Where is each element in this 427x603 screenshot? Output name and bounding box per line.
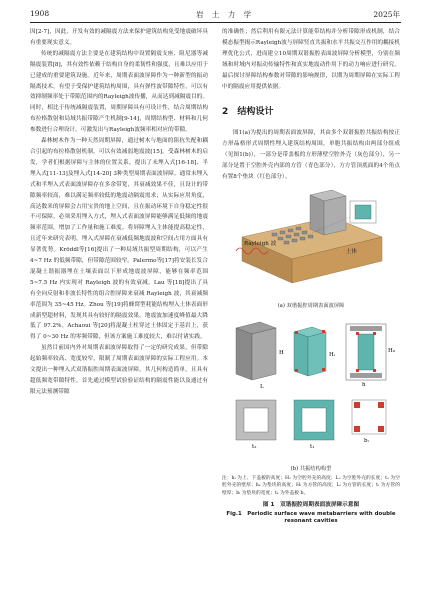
- figure-caption-en: Fig.1 Periodic surface wave metabarriers with double resonant cavities: [226, 510, 396, 525]
- page-header: [0, 0, 427, 22]
- rayleigh-label: Rayleigh 波: [244, 240, 277, 247]
- figure-1b-illustration: [222, 316, 400, 462]
- section-title: 2 结构设计: [222, 107, 274, 118]
- label-L: L: [260, 383, 264, 390]
- right-column: [222, 27, 400, 526]
- label-bi: bᵢ: [364, 437, 369, 444]
- label-to: t₂: [252, 443, 257, 450]
- paragraph: 因[2-7]，因此，开发有效的减隔震方法来保护建筑结构免受地震破坏具有重要现实意义。: [30, 29, 208, 46]
- soil-label: 土体: [346, 248, 358, 255]
- label-h: h: [362, 381, 366, 388]
- paragraph: 的准确性；然后利用有限元法计算能带结构并分析带隙形成机制，结合模态振型揭示Rayleigh波与屏障竖直共振和水平共振交互作用的耦接机理优化公式，进而建立10周期双谐振腔表面波屏障分析模型，分别在频域和时域内对振动传输特性和真实地震动作用下的动力响应进行研究。最后探讨屏障结构参数对带隙的影响规律，以期为周期屏障在实际工程中的隔震应用提供依据。: [222, 29, 400, 90]
- left-column: [30, 27, 208, 583]
- label-H: H: [279, 349, 284, 356]
- paragraph: 虽然目前国内外对周期表面波屏障取得了一定的研究成果，但带隙起始频率较高、宽度较窄，限制了周期表面波屏障的实际工程应用。本文提出一种埋入式双谐振腔周期表面波屏障，其几何构造简单，且具有超低频宽带隙特性。首先通过模型试验验证结构的隔震性能以及通过有限元法预测带隙: [30, 345, 208, 395]
- journal-year: 2025年: [373, 10, 400, 19]
- figure-caption-zh: 图 1 双谐振腔周期表面波屏障示意图: [262, 502, 360, 508]
- figure-1: [222, 187, 400, 526]
- paragraph: 森林树木作为一种天然周期屏障，通过树木与地面的阻抗失配和耦合引起的布拉格散射机制，可以有效减弱地震波[15]。受森林树木的启发，学者们根据屏障与主体的位置关系，提出了未埋入式[16-18]、半埋入式[11-13]及埋入式[14-20] 3种类型周期表面波屏障。通常未埋入式和半埋入式表面波屏障存在多余带宽，其衰减效果不佳，且设计的带隙频率较高，难以满足频率较低的地震动隔震需求；从实际应用角度，高达数米的屏障会占用宝贵的地上空间，且在振动环境下自身稳定性很不可保障。必须采用埋入方式，埋入式表面波屏障能够满足低频的地震频率范围，增加了工作量和施工难度。将屏障埋入主体能提高稳定性，且近年来研究表明，埋入式屏障在衰减低频地震波和空间占用方面具有显著优势。Kröddl等[16]提出了一种局域共振型周期结构，可以产生 4~7 Hz 的低频带隙，但带隙范围较窄。Palermo等[17]将安装长发合混凝土谐振器埋在土壤表面以下形成地震波屏障，能够在频率范围 5~7.5 Hz 内实现对 Rayleigh 波的有效衰减。Lau 等[18]提出了具有全向反射和非波长特性的组合腔屏障来衰减 Rayleigh 波，其衰减频率范围为 35~45 Hz。Zhou 等[19]将蜂窝型耗能结构埋入土体表面形成新型超材料，发现其具有较好的隔震效果，地震波加速度峰值最大降低了 97.2%。Achaoui 等[20]将混凝土柱穿过土体固定于基岩上，获得了 0~30 Hz 的零频带隙，但该方案施工难度较大，难以付诸实践。: [30, 138, 208, 341]
- paragraph: 图1(a)为提出的周期表面波屏障，其由多个双谐振腔共振结构按正方形晶格形式周期性埋入建筑结构周围，单胞共振结构由两部分组成（见图1(b)），一部分是带盖板的方形薄壁空腔外壳（灰色部分），另一部分是置于空腔外壳内部的方管（青色部分），方方管顶底面的4个角点有置8个垫块（红色部分）。: [222, 130, 400, 181]
- label-Ho: H₀: [388, 347, 396, 354]
- page-number: 1908: [30, 9, 50, 18]
- figure-1a-illustration: [222, 187, 400, 299]
- figure-1a-caption: (a) 双谐振腔周期表面波屏障: [277, 302, 345, 309]
- label-Hi: Hᵢ: [329, 351, 336, 358]
- label-ti: t₁: [310, 443, 315, 450]
- figure-1b-caption: (b) 共振结构构型: [290, 465, 332, 472]
- header-rule: [30, 22, 401, 23]
- paragraph: 传统的减隔震方法主要是在建筑结构中设置隔震支座、阻尼器等减隔震装置[8]，其有效性依赖于结构自身的柔韧性和强度，且难以应用于已建成的重要建筑设施。近年来，周期表面波屏障作为一种新型的振动隔离技术，有望于受保护建筑结构周围，具有弹性波带隙特性，可以有效抑制频率处于带隙范围内的Rayleigh波传播，从而达到减隔震目的。同时，相比于传统减隔震装置，周期屏障具有可设计性，结合周期结构布拉格散射和局域共振带隙产生机制[9-14]，周期结构型、材料和几何参数进行合理设计，可激发出与Rayleigh波频率相对应的带隙。: [30, 50, 208, 134]
- figure-note: 注：hᵢ 为上、下盖板的高度；Hₒ 为空腔外壳的高度；Lₒ 为空腔外壳的长度；tₒ 为空腔外壳的壁厚；hₛ 为垫块的高度；Hᵢ 为方管的高度；Lᵢ 为方管的长度；tᵢ 为方管的壁厚；bᵢ 为垫块的宽度；tₛ 为外盖板 b。: [222, 475, 400, 496]
- journal-name: 岩 土 力 学: [196, 10, 255, 19]
